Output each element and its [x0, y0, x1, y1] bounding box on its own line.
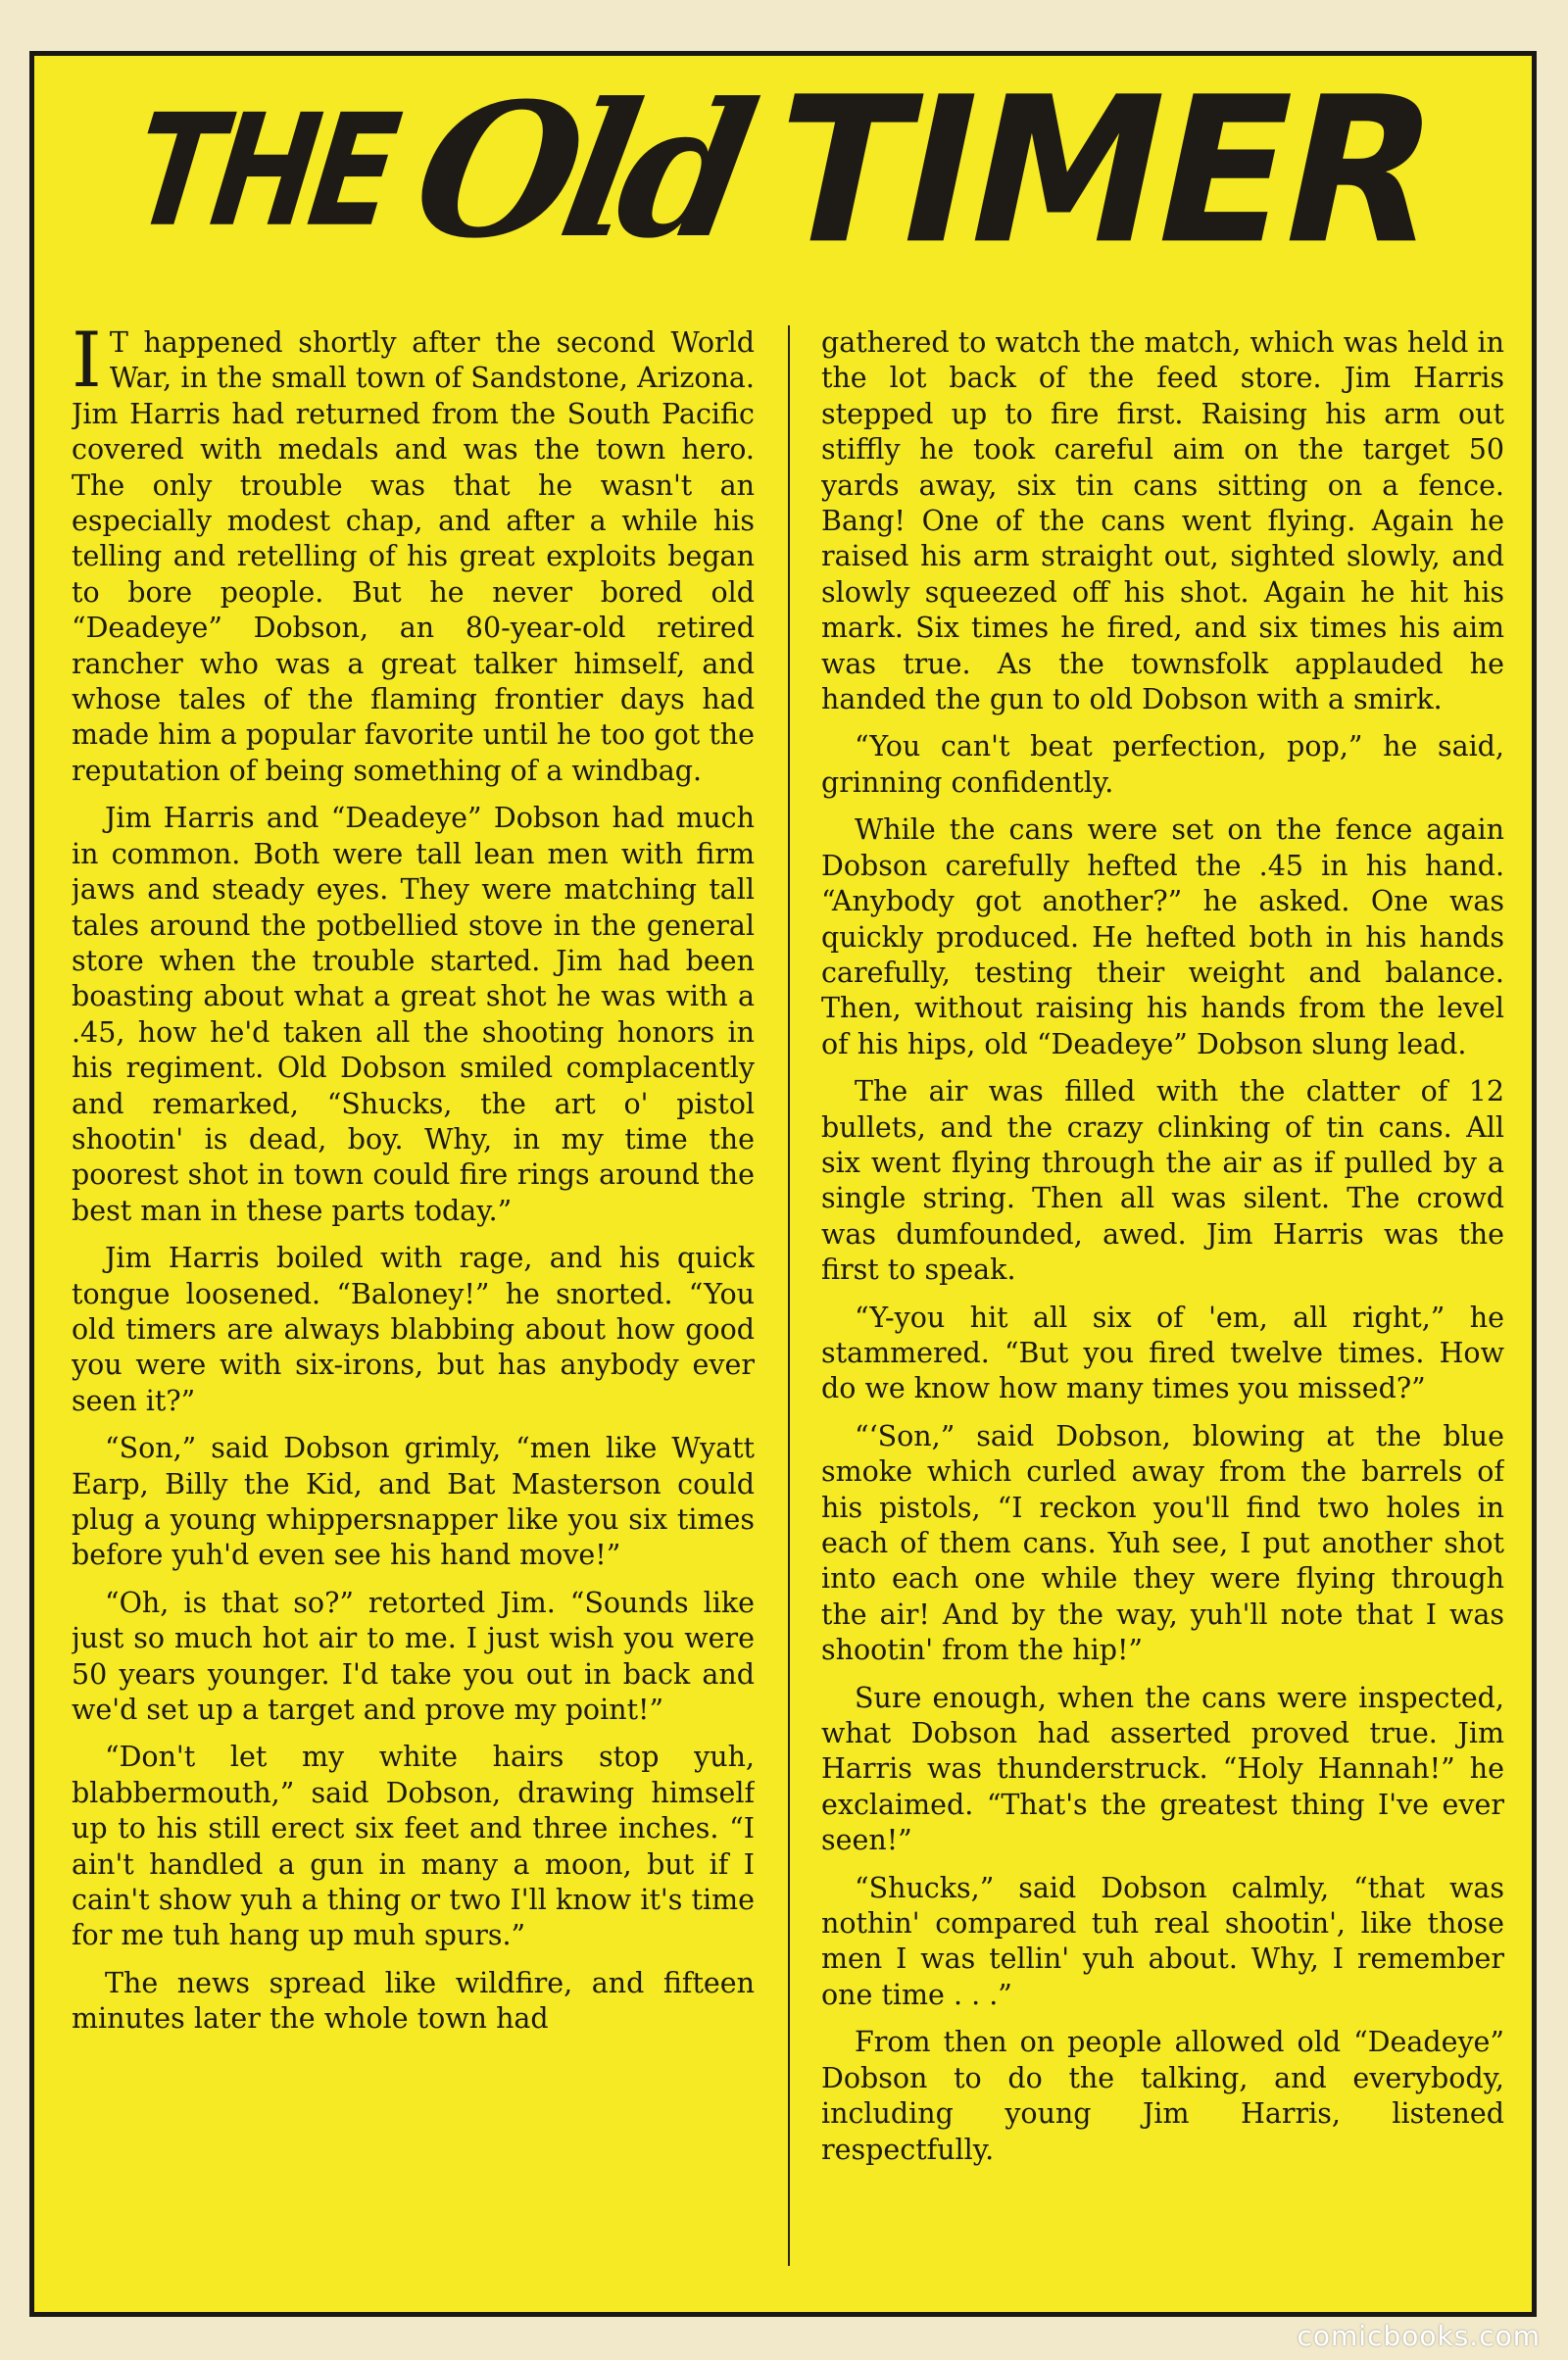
text-columns — [72, 325, 1504, 2276]
title-word-timer: TIMER — [752, 54, 1455, 289]
paragraph: Jim Harris and “Deadeye” Dobson had much in common. Both were tall lean men with firm jaws and steady eyes. They were matching tall tales around the potbellied stove in the general store when the trouble started. Jim had been boasting about what a great shot he was with a .45, how he'd taken all the shooting honors in his regiment. Old Dobson smiled complacently and remarked, “Shucks, the art o' pistol shootin' is dead, boy. Why, in my time the poorest shot in town could fire rings around the best man in these parts today.” — [72, 802, 755, 1227]
paragraph: “Don't let my white hairs stop yuh, blabbermouth,” said Dobson, drawing himself up to his still erect six feet and three inches. “I ain't handled a gun in many a moon, but if I cain't show yuh a thing or two I'll know it's time for me tuh hang up muh spurs.” — [72, 1741, 755, 1952]
paragraph: Jim Harris boiled with rage, and his quick tongue loosened. “Baloney!” he snorted. “You old timers are always blabbing about how good you were with six-irons, but has anybody ever seen it?” — [72, 1242, 755, 1417]
paragraph: From then on people allowed old “Deadeye” Dobson to do the talking, and everybody, including young Jim Harris, listened respectfully. — [821, 2026, 1504, 2166]
paragraph: “You can't beat perfection, pop,” he said, grinning confidently. — [821, 730, 1504, 799]
story-title — [34, 54, 1532, 360]
drop-cap: I — [72, 325, 102, 405]
paragraph: “‘Son,” said Dobson, blowing at the blue smoke which curled away from the barrels of his pistols, “I reckon you'll find two holes in each of them cans. Yuh see, I put another shot into each one while they were flying through the air! And by the way, yuh'll note that I was shootin' from the hip!” — [821, 1419, 1504, 1667]
paragraph: The air was filled with the clatter of 12 bullets, and the crazy clinking of tin cans. All six went flying through the air as if pulled by a single string. Then all was silent. The crowd was dumfounded, awed. Jim Harris was the first to speak. — [821, 1075, 1504, 1287]
paragraph: “Y-you hit all six of 'em, all right,” he stammered. “But you fired twelve times. How do we know how many times you missed?” — [821, 1301, 1504, 1405]
site-watermark: comicbooks.com — [1297, 2320, 1541, 2352]
paragraph-text: T happened shortly after the second World War, in the small town of Sandstone, Arizona. Jim Harris had returned from the South Pacific covered with medals and was the town hero. The only trouble was that he wasn't an especially modest chap, and after a while his telling and retelling of his great exploits began to bore people. But he never bored old “Deadeye” Dobson, an 80-year-old retired rancher who was a great talker himself, and whose tales of the flaming frontier days had made him a popular favorite until he too got the reputation of being something of a windbag. — [72, 326, 755, 787]
paragraph: The news spread like wildfire, and fifteen minutes later the whole town had — [72, 1966, 755, 2036]
left-column — [72, 325, 755, 2276]
paragraph: gathered to watch the match, which was held in the lot back of the feed store. Jim Harris stepped up to fire first. Raising his arm out stiffly he took careful aim on the target 50 yards away, six tin cans sitting on a fence. Bang! One of the cans went flying. Again he raised his arm straight out, sighted slowly, and slowly squeezed off his shot. Again he hit his mark. Six times he fired, and six times his aim was true. As the townsfolk applauded he handed the gun to old Dobson with a smirk. — [821, 326, 1504, 716]
story-panel — [29, 51, 1537, 2317]
paragraph: “Son,” said Dobson grimly, “men like Wyatt Earp, Billy the Kid, and Bat Masterson could plug a young whippersnapper like you six times before yuh'd even see his hand move!” — [72, 1432, 755, 1572]
paragraph: “Shucks,” said Dobson calmly, “that was nothin' compared tuh real shootin', like those men I was tellin' yuh about. Why, I remember one time . . .” — [821, 1871, 1504, 2011]
title-word-the: THE — [122, 80, 404, 262]
paragraph: Sure enough, when the cans were inspected, what Dobson had asserted proved true. Jim Harris was thunderstruck. “Holy Hannah!” he exclaimed. “That's the greatest thing I've ever seen!” — [821, 1681, 1504, 1857]
right-column — [821, 325, 1504, 2276]
title-word-old: Old — [400, 63, 758, 279]
paragraph — [72, 325, 755, 789]
paragraph: While the cans were set on the fence again Dobson carefully hefted the .45 in his hand. “Anybody got another?” he asked. One was quickly produced. He hefted both in his hands carefully, testing their weight and balance. Then, without raising his hands from the level of his hips, old “Deadeye” Dobson slung lead. — [821, 813, 1504, 1060]
paragraph: “Oh, is that so?” retorted Jim. “Sounds like just so much hot air to me. I just wish you were 50 years younger. I'd take you out in back and we'd set up a target and prove my point!” — [72, 1586, 755, 1727]
column-divider — [788, 325, 790, 2266]
